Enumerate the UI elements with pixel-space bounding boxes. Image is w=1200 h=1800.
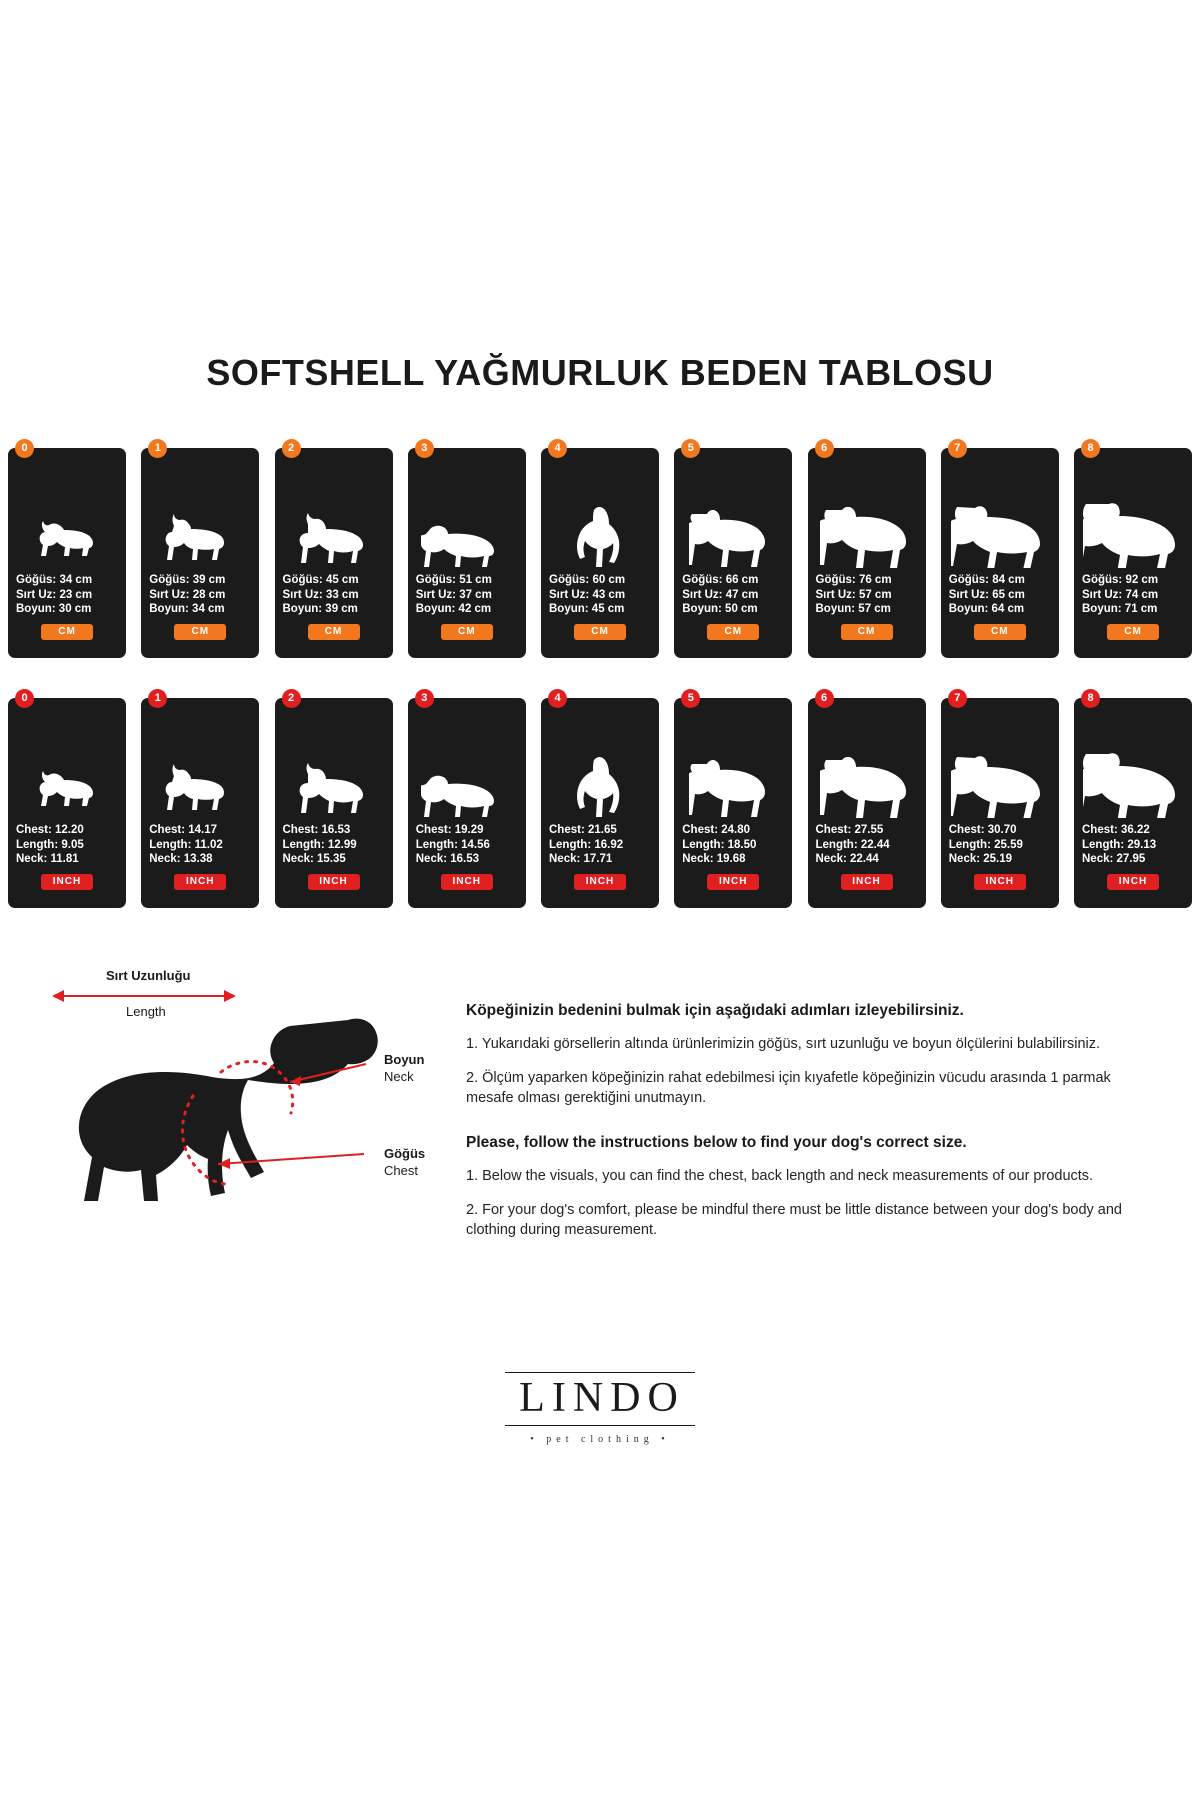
back-length-value: Length: 14.56	[415, 838, 490, 851]
instructions-panel	[466, 1002, 1156, 1254]
label-neck-tr: Boyun	[384, 1052, 425, 1067]
size-badge: 0	[15, 689, 34, 708]
dog-silhouette-icon	[408, 466, 526, 568]
size-badge: 6	[815, 439, 834, 458]
instructions-heading-en: Please, follow the instructions below to find your dog's correct size.	[466, 1134, 967, 1151]
back-length-value: Length: 11.02	[149, 838, 223, 851]
back-length-value: Sırt Uz: 37 cm	[415, 588, 492, 601]
size-specs	[1074, 573, 1192, 617]
size-badge: 7	[948, 689, 967, 708]
unit-pill: CM	[574, 624, 626, 640]
chest-value: Chest: 19.29	[415, 824, 484, 836]
size-badge: 6	[815, 689, 834, 708]
size-cards-inch-row	[8, 692, 1192, 908]
size-card-inch-2[interactable]	[275, 692, 393, 908]
size-card-inch-5[interactable]	[674, 692, 792, 908]
size-cards-cm-row	[8, 442, 1192, 658]
size-card-cm-8[interactable]	[1074, 442, 1192, 658]
unit-pill: INCH	[707, 874, 759, 890]
measurement-diagram	[18, 968, 438, 1328]
chest-value: Chest: 21.65	[549, 824, 617, 836]
chest-value: Göğüs: 51 cm	[415, 574, 492, 586]
size-badge: 4	[548, 689, 567, 708]
neck-value: Neck: 22.44	[815, 853, 879, 865]
instructions-step2-tr: 2. Ölçüm yaparken köpeğinizin rahat edebilmesi için kıyafetle köpeğinizin vücudu arasında 1 parmak mesafe olması gerektiğini unutmayın.	[466, 1070, 1111, 1106]
size-badge: 4	[548, 439, 567, 458]
neck-value: Neck: 11.81	[16, 853, 79, 865]
label-back-length-en: Length	[126, 1004, 166, 1019]
chest-value: Chest: 14.17	[149, 824, 218, 836]
brand-name: LINDO	[505, 1372, 695, 1426]
size-card-cm-2[interactable]	[275, 442, 393, 658]
back-length-value: Length: 12.99	[282, 838, 357, 851]
chest-value: Göğüs: 60 cm	[549, 574, 626, 586]
size-card-inch-4[interactable]	[541, 692, 659, 908]
chest-value: Chest: 30.70	[948, 824, 1017, 836]
instructions-step2-en: 2. For your dog's comfort, please be mindful there must be little distance between your dog's body and clothing during measurement.	[466, 1202, 1122, 1238]
unit-pill: CM	[41, 624, 93, 640]
unit-pill: CM	[308, 624, 360, 640]
back-length-value: Length: 16.92	[549, 838, 624, 851]
size-specs	[674, 573, 792, 617]
unit-pill: INCH	[308, 874, 360, 890]
dog-silhouette-icon	[141, 716, 259, 818]
neck-value: Boyun: 50 cm	[682, 603, 758, 615]
chest-value: Göğüs: 92 cm	[1082, 574, 1159, 586]
size-card-inch-1[interactable]	[141, 692, 259, 908]
chest-value: Göğüs: 66 cm	[682, 574, 759, 586]
dog-silhouette-icon	[808, 466, 926, 568]
back-length-value: Sırt Uz: 74 cm	[1082, 588, 1159, 601]
unit-pill: INCH	[841, 874, 893, 890]
dog-measure-illustration	[18, 968, 438, 1328]
unit-pill: INCH	[1107, 874, 1159, 890]
size-card-inch-3[interactable]	[408, 692, 526, 908]
size-card-cm-5[interactable]	[674, 442, 792, 658]
neck-value: Boyun: 34 cm	[149, 603, 225, 615]
neck-value: Boyun: 30 cm	[16, 603, 92, 615]
neck-value: Boyun: 45 cm	[549, 603, 625, 615]
back-length-value: Length: 9.05	[16, 838, 84, 851]
size-badge: 0	[15, 439, 34, 458]
size-specs	[8, 573, 126, 617]
label-chest-tr: Göğüs	[384, 1146, 426, 1161]
size-badge: 1	[148, 689, 167, 708]
size-card-inch-6[interactable]	[808, 692, 926, 908]
neck-value: Boyun: 71 cm	[1082, 603, 1158, 615]
dog-silhouette-icon	[941, 716, 1059, 818]
size-badge: 7	[948, 439, 967, 458]
size-badge: 8	[1081, 439, 1100, 458]
size-badge: 5	[681, 439, 700, 458]
size-badge: 1	[148, 439, 167, 458]
size-specs	[541, 573, 659, 617]
dog-silhouette-icon	[8, 466, 126, 568]
unit-pill: CM	[974, 624, 1026, 640]
size-card-cm-7[interactable]	[941, 442, 1059, 658]
size-specs	[408, 573, 526, 617]
dog-silhouette-icon	[8, 716, 126, 818]
chest-value: Göğüs: 39 cm	[149, 574, 226, 586]
size-specs	[808, 573, 926, 617]
chest-value: Göğüs: 84 cm	[948, 574, 1025, 586]
size-badge: 3	[415, 689, 434, 708]
neck-value: Boyun: 57 cm	[815, 603, 891, 615]
unit-pill: INCH	[974, 874, 1026, 890]
unit-pill: INCH	[574, 874, 626, 890]
chest-value: Chest: 24.80	[682, 824, 751, 836]
size-card-inch-0[interactable]	[8, 692, 126, 908]
dog-silhouette-icon	[1074, 716, 1192, 818]
back-length-value: Length: 25.59	[948, 838, 1023, 851]
neck-value: Neck: 17.71	[549, 853, 613, 865]
back-length-value: Sırt Uz: 33 cm	[282, 588, 359, 601]
label-chest-en: Chest	[384, 1163, 418, 1178]
chest-value: Chest: 12.20	[16, 824, 84, 836]
back-length-value: Length: 22.44	[815, 838, 890, 851]
unit-pill: INCH	[174, 874, 226, 890]
back-length-value: Sırt Uz: 28 cm	[149, 588, 226, 601]
dog-silhouette-icon	[141, 466, 259, 568]
unit-pill: CM	[441, 624, 493, 640]
dog-silhouette-icon	[674, 716, 792, 818]
size-badge: 3	[415, 439, 434, 458]
label-neck-en: Neck	[384, 1069, 414, 1084]
chest-value: Göğüs: 45 cm	[282, 574, 359, 586]
brand-logo	[0, 1372, 1200, 1445]
neck-value: Neck: 13.38	[149, 853, 213, 865]
size-card-inch-8[interactable]	[1074, 692, 1192, 908]
unit-pill: CM	[1107, 624, 1159, 640]
dog-silhouette-icon	[275, 716, 393, 818]
chest-value: Göğüs: 76 cm	[815, 574, 892, 586]
back-length-value: Sırt Uz: 65 cm	[948, 588, 1025, 601]
chest-value: Chest: 16.53	[282, 824, 351, 836]
dog-silhouette-icon	[674, 466, 792, 568]
size-card-cm-6[interactable]	[808, 442, 926, 658]
size-badge: 5	[681, 689, 700, 708]
back-length-value: Sırt Uz: 23 cm	[16, 588, 93, 601]
size-card-cm-4[interactable]	[541, 442, 659, 658]
unit-pill: CM	[707, 624, 759, 640]
page-title: SOFTSHELL YAĞMURLUK BEDEN TABLOSU	[206, 352, 994, 393]
size-specs	[941, 573, 1059, 617]
unit-pill: INCH	[41, 874, 93, 890]
dog-silhouette-icon	[275, 466, 393, 568]
unit-pill: INCH	[441, 874, 493, 890]
size-card-cm-1[interactable]	[141, 442, 259, 658]
size-specs	[674, 823, 792, 867]
size-specs	[141, 823, 259, 867]
neck-value: Neck: 15.35	[282, 853, 346, 865]
neck-value: Neck: 25.19	[948, 853, 1013, 865]
dog-silhouette-icon	[1074, 466, 1192, 568]
dog-silhouette-icon	[808, 716, 926, 818]
size-specs	[541, 823, 659, 867]
size-specs	[8, 823, 126, 867]
chest-value: Göğüs: 34 cm	[16, 574, 93, 586]
back-length-value: Length: 29.13	[1082, 838, 1157, 851]
back-length-value: Sırt Uz: 47 cm	[682, 588, 759, 601]
size-badge: 2	[282, 689, 301, 708]
dog-silhouette-icon	[541, 466, 659, 568]
size-specs	[141, 573, 259, 617]
size-badge: 8	[1081, 689, 1100, 708]
size-specs	[275, 573, 393, 617]
size-specs	[941, 823, 1059, 867]
dog-silhouette-icon	[408, 716, 526, 818]
size-specs	[808, 823, 926, 867]
neck-value: Neck: 16.53	[415, 853, 480, 865]
size-card-inch-7[interactable]	[941, 692, 1059, 908]
neck-value: Neck: 27.95	[1082, 853, 1146, 865]
size-specs	[1074, 823, 1192, 867]
neck-value: Boyun: 42 cm	[415, 603, 492, 615]
neck-value: Boyun: 64 cm	[948, 603, 1025, 615]
dog-silhouette-icon	[541, 716, 659, 818]
label-back-length-tr: Sırt Uzunluğu	[106, 968, 191, 983]
unit-pill: CM	[174, 624, 226, 640]
chest-value: Chest: 36.22	[1082, 824, 1150, 836]
back-length-value: Length: 18.50	[682, 838, 757, 851]
chest-value: Chest: 27.55	[815, 824, 884, 836]
size-badge: 2	[282, 439, 301, 458]
instructions-step1-tr: 1. Yukarıdaki görsellerin altında ürünlerimizin göğüs, sırt uzunluğu ve boyun ölçülerini bulabilirsiniz.	[466, 1036, 1101, 1052]
instructions-heading-tr: Köpeğinizin bedenini bulmak için aşağıdaki adımları izleyebilirsiniz.	[466, 1002, 964, 1019]
size-card-cm-0[interactable]	[8, 442, 126, 658]
size-card-cm-3[interactable]	[408, 442, 526, 658]
back-length-value: Sırt Uz: 43 cm	[549, 588, 626, 601]
size-specs	[408, 823, 526, 867]
back-length-value: Sırt Uz: 57 cm	[815, 588, 892, 601]
brand-tagline: • pet clothing •	[530, 1434, 670, 1445]
size-specs	[275, 823, 393, 867]
instructions-step1-en: 1. Below the visuals, you can find the chest, back length and neck measurements of our products.	[466, 1168, 1094, 1184]
unit-pill: CM	[841, 624, 893, 640]
neck-value: Neck: 19.68	[682, 853, 746, 865]
neck-value: Boyun: 39 cm	[282, 603, 358, 615]
dog-silhouette-icon	[941, 466, 1059, 568]
